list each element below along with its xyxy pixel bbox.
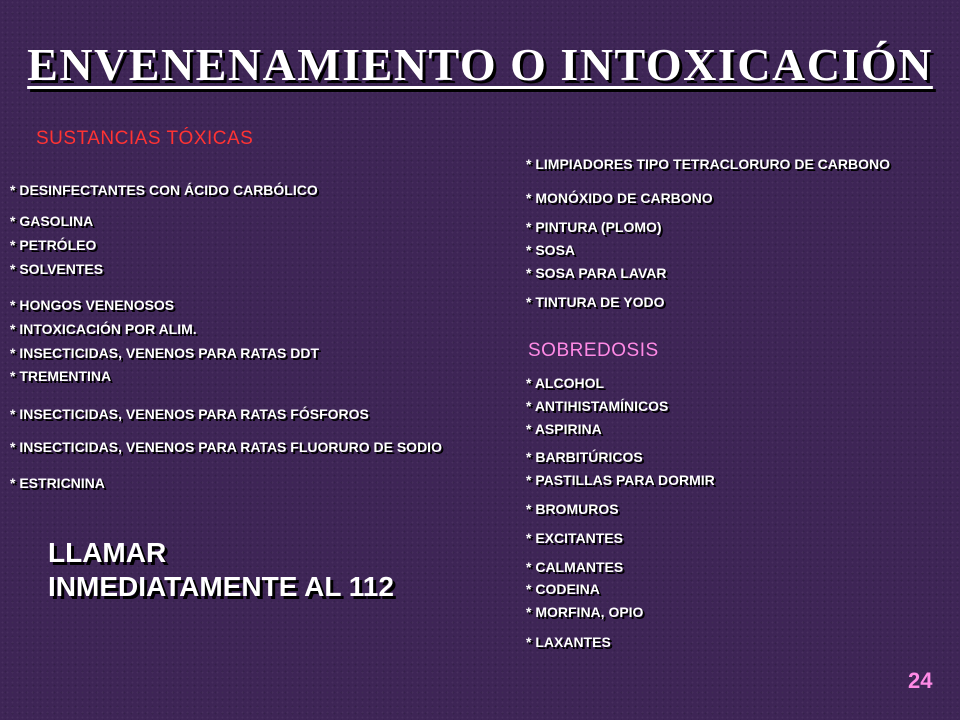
list-item: * ASPIRINA xyxy=(526,421,602,437)
page-number: 24 xyxy=(908,668,933,693)
list-item: * SOLVENTES xyxy=(10,261,104,277)
list-item: * PINTURA (PLOMO) xyxy=(526,219,662,235)
call-emergency-block xyxy=(48,536,394,604)
list-item: * INSECTICIDAS, VENENOS PARA RATAS FÓSFOROS xyxy=(10,406,369,422)
list-item: * LIMPIADORES TIPO TETRACLORURO DE CARBONO xyxy=(526,156,891,172)
list-item: * DESINFECTANTES CON ÁCIDO CARBÓLICO xyxy=(10,182,318,198)
call-line-2: INMEDIATAMENTE AL 112 xyxy=(48,571,394,602)
sobredosis-heading: SOBREDOSIS xyxy=(528,340,659,361)
list-item: * MORFINA, OPIO xyxy=(526,604,644,620)
list-item: * ANTIHISTAMÍNICOS xyxy=(526,398,669,414)
list-item: * MONÓXIDO DE CARBONO xyxy=(526,190,713,206)
list-item: * PASTILLAS PARA DORMIR xyxy=(526,472,715,488)
list-item: * PETRÓLEO xyxy=(10,237,97,253)
list-item: * ESTRICNINA xyxy=(10,475,105,491)
list-item: * BARBITÚRICOS xyxy=(526,449,643,465)
list-item: * SOSA xyxy=(526,242,576,258)
list-item: * TREMENTINA xyxy=(10,368,112,384)
list-item: * INSECTICIDAS, VENENOS PARA RATAS FLUORURO DE SODIO xyxy=(10,439,442,455)
list-item: * INTOXICACIÓN POR ALIM. xyxy=(10,321,197,337)
sustancias-toxicas-heading: SUSTANCIAS TÓXICAS xyxy=(36,128,254,149)
page-title: ENVENENAMIENTO O INTOXICACIÓN xyxy=(27,39,933,90)
list-item: * CODEINA xyxy=(526,581,600,597)
list-item: * EXCITANTES xyxy=(526,530,623,546)
list-item: * SOSA PARA LAVAR xyxy=(526,265,667,281)
list-item: * ALCOHOL xyxy=(526,375,605,391)
list-item: * LAXANTES xyxy=(526,634,611,650)
list-item: * TINTURA DE YODO xyxy=(526,294,665,310)
list-item: * CALMANTES xyxy=(526,559,624,575)
list-item: * INSECTICIDAS, VENENOS PARA RATAS DDT xyxy=(10,345,320,361)
list-item: * GASOLINA xyxy=(10,213,94,229)
list-item: * HONGOS VENENOSOS xyxy=(10,297,175,313)
call-line-1: LLAMAR xyxy=(48,537,167,568)
list-item: * BROMUROS xyxy=(526,501,619,517)
